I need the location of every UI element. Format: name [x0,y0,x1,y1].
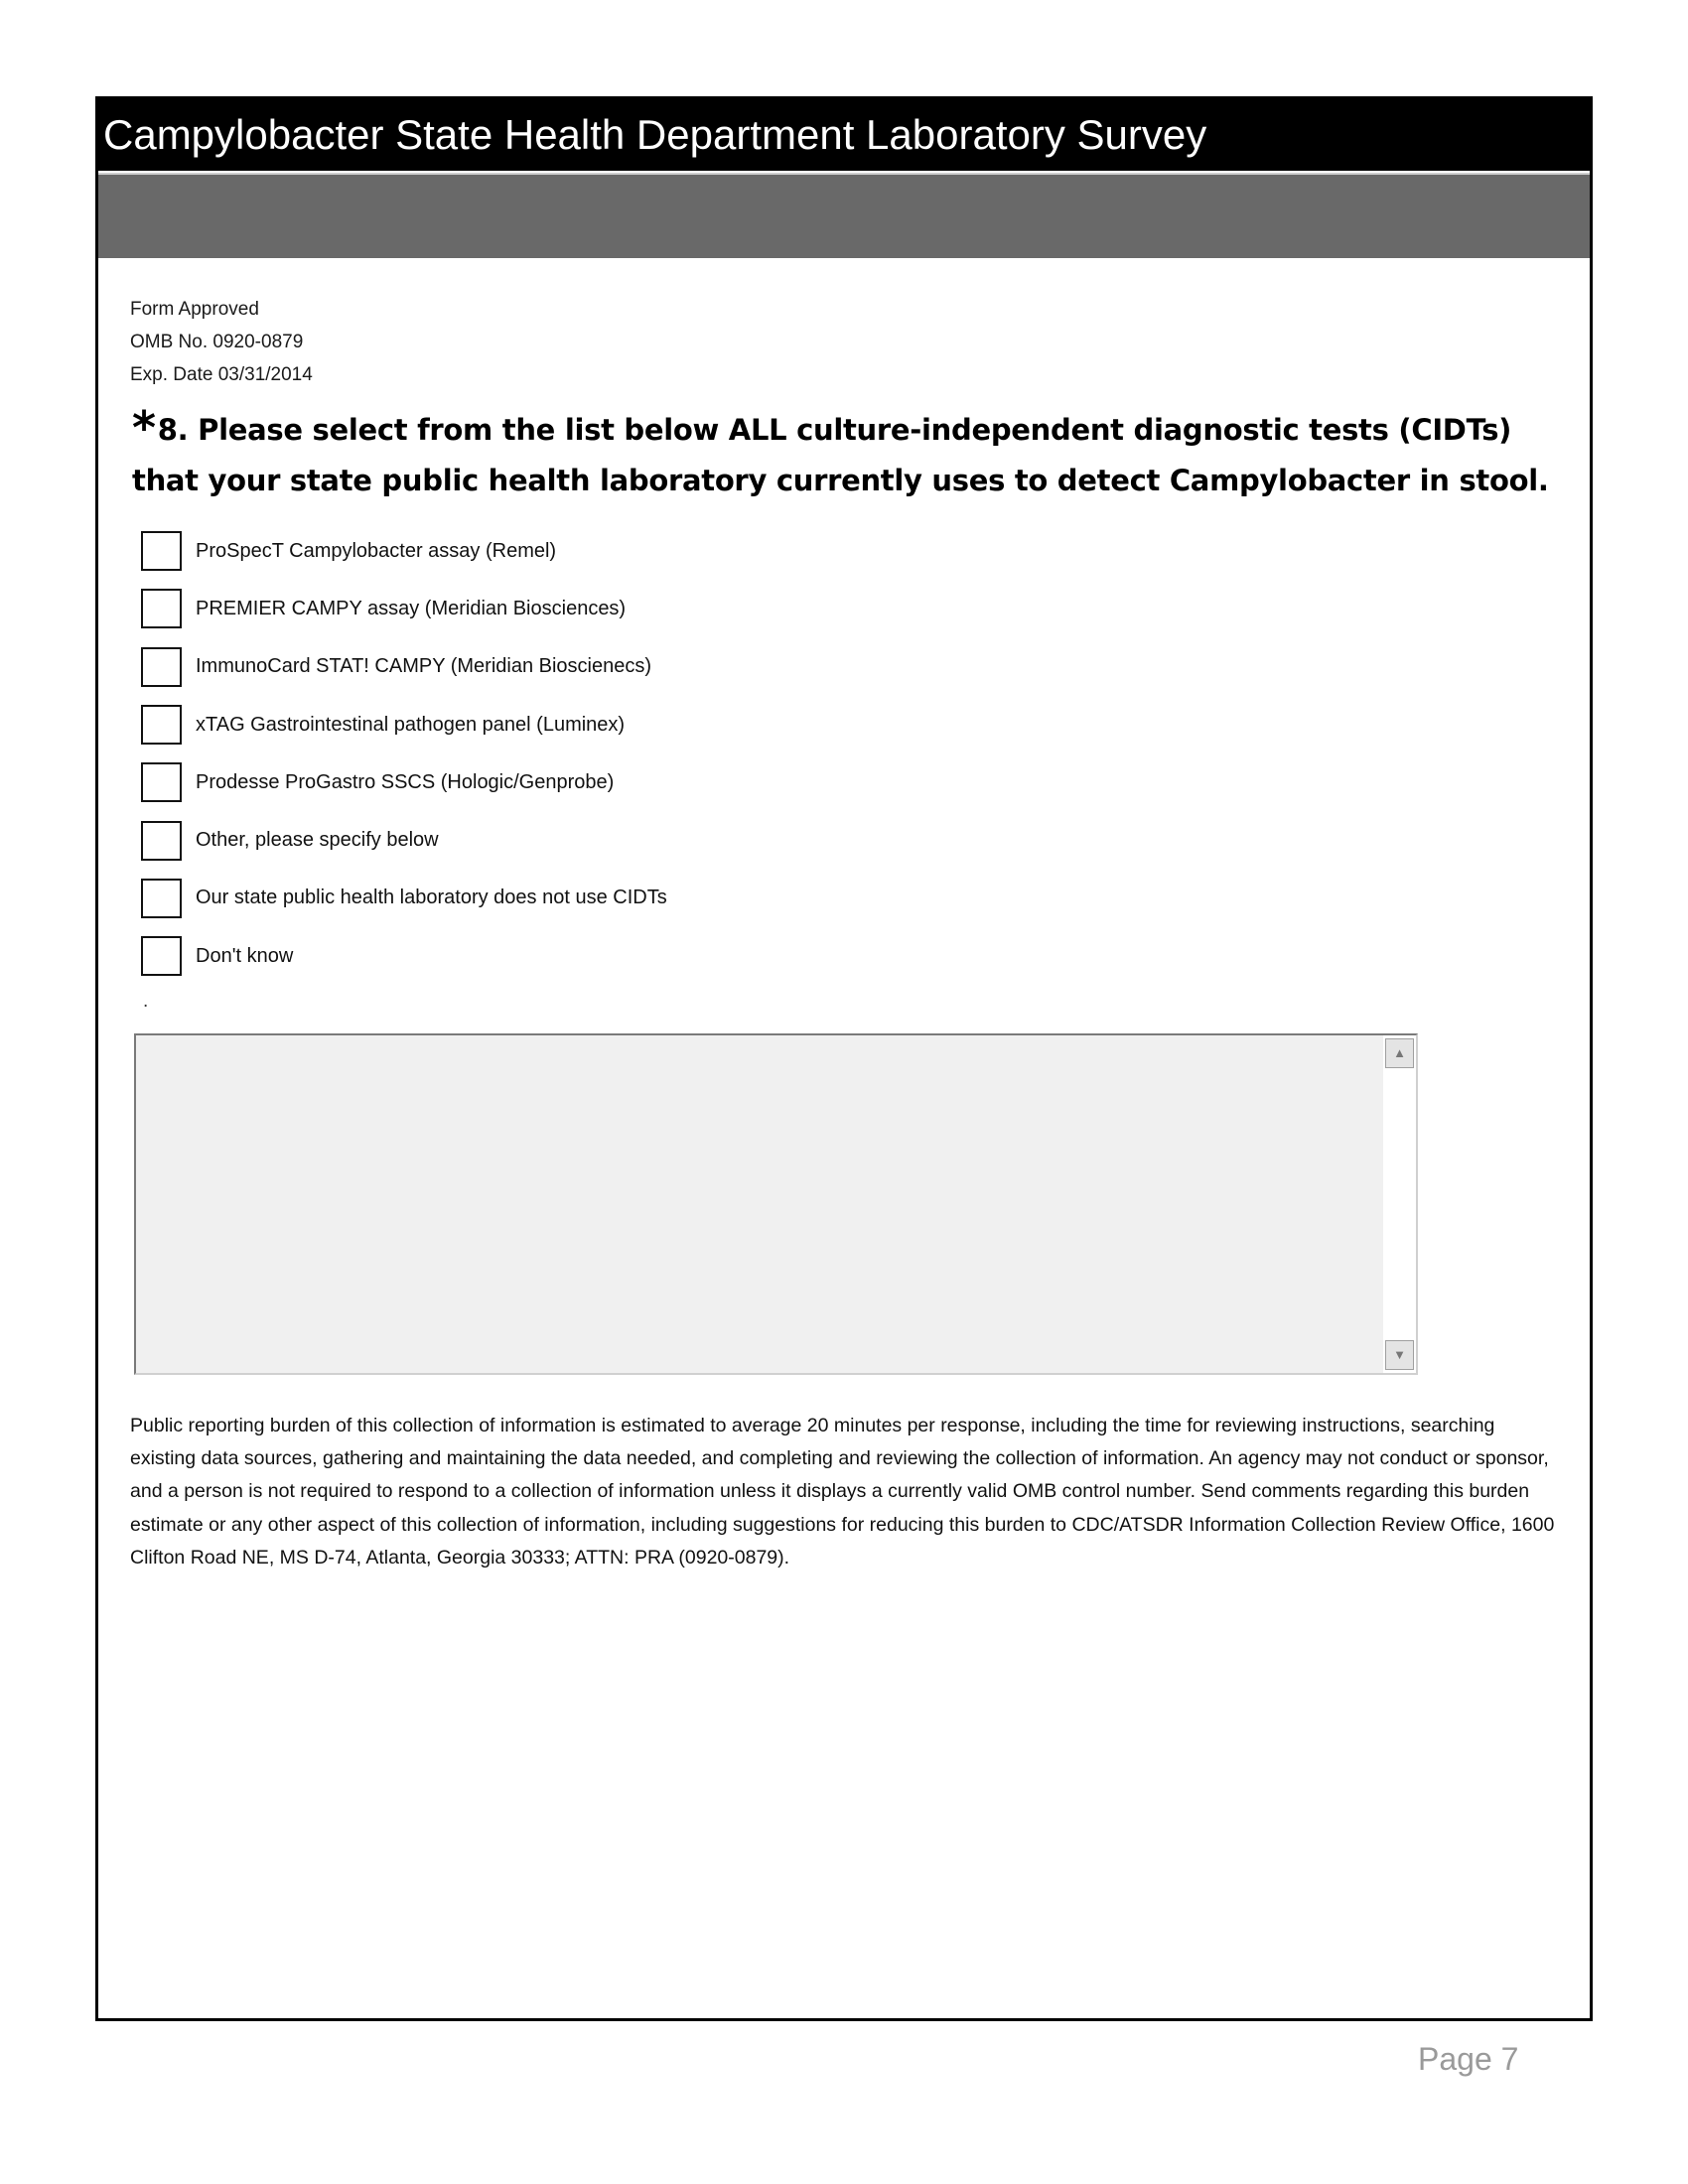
option-label: Don't know [196,944,294,967]
option-prospect[interactable] [141,522,667,580]
option-premier-campy[interactable] [141,580,667,637]
header-band [98,173,1590,258]
triangle-up-icon[interactable]: ▲ [1385,1038,1414,1068]
option-prodesse[interactable] [141,753,667,811]
checkbox[interactable] [141,936,182,976]
survey-frame [95,96,1593,2021]
option-dont-know[interactable] [141,927,667,985]
checkbox[interactable] [141,762,182,802]
option-label: ImmunoCard STAT! CAMPY (Meridian Bioscienecs) [196,655,652,678]
option-immunocard[interactable] [141,638,667,696]
checkbox[interactable] [141,879,182,918]
survey-title: Campylobacter State Health Department Laboratory Survey [98,99,1590,171]
option-label: Other, please specify below [196,829,439,852]
question-8 [132,401,1562,506]
option-other[interactable] [141,811,667,869]
other-field-prompt: . [143,991,149,1012]
required-marker: * [132,401,156,455]
page-number: Page 7 [1418,2041,1519,2077]
checkbox[interactable] [141,589,182,628]
burden-statement: Public reporting burden of this collection of information is estimated to average 20 minutes per response, including the time for reviewing instructions, searching existing data sources, gathering and maintaining the data needed, and completing and reviewing the collection of information. An agency may not conduct or sponsor, and a person is not required to respond to a collection of information unless it displays a currently valid OMB control number. Send comments regarding this burden estimate or any other aspect of this collection of information, including suggestions for reducing this burden to CDC/ATSDR Information Collection Review Office, 1600 Clifton Road NE, MS D-74, Atlanta, Georgia 30333; ATTN: PRA (0920-0879). [130,1415,1555,1569]
checkbox[interactable] [141,647,182,687]
omb-number: OMB No. 0920-0879 [130,332,304,352]
other-specify-textarea[interactable] [134,1033,1418,1375]
expiration-date: Exp. Date 03/31/2014 [130,364,313,385]
option-label: ProSpecT Campylobacter assay (Remel) [196,539,557,562]
checkbox[interactable] [141,705,182,745]
option-label: xTAG Gastrointestinal pathogen panel (Luminex) [196,713,626,736]
form-approved-text: Form Approved [130,299,259,320]
option-label: Prodesse ProGastro SSCS (Hologic/Genprobe) [196,770,615,793]
option-label: Our state public health laboratory does not use CIDTs [196,887,667,909]
textarea-scrollbar[interactable] [1383,1035,1416,1373]
checkbox[interactable] [141,821,182,861]
cidt-options-list [141,522,667,985]
omb-notice [130,293,313,391]
option-label: PREMIER CAMPY assay (Meridian Biosciences) [196,597,627,619]
question-text: 8. Please select from the list below ALL culture-independent diagnostic tests (CIDTs) that your state public health laboratory currently uses to detect Campylobacter in stool. [132,413,1549,497]
checkbox[interactable] [141,531,182,571]
option-no-cidts[interactable] [141,870,667,927]
option-xtag[interactable] [141,696,667,753]
triangle-down-icon[interactable]: ▼ [1385,1340,1414,1370]
